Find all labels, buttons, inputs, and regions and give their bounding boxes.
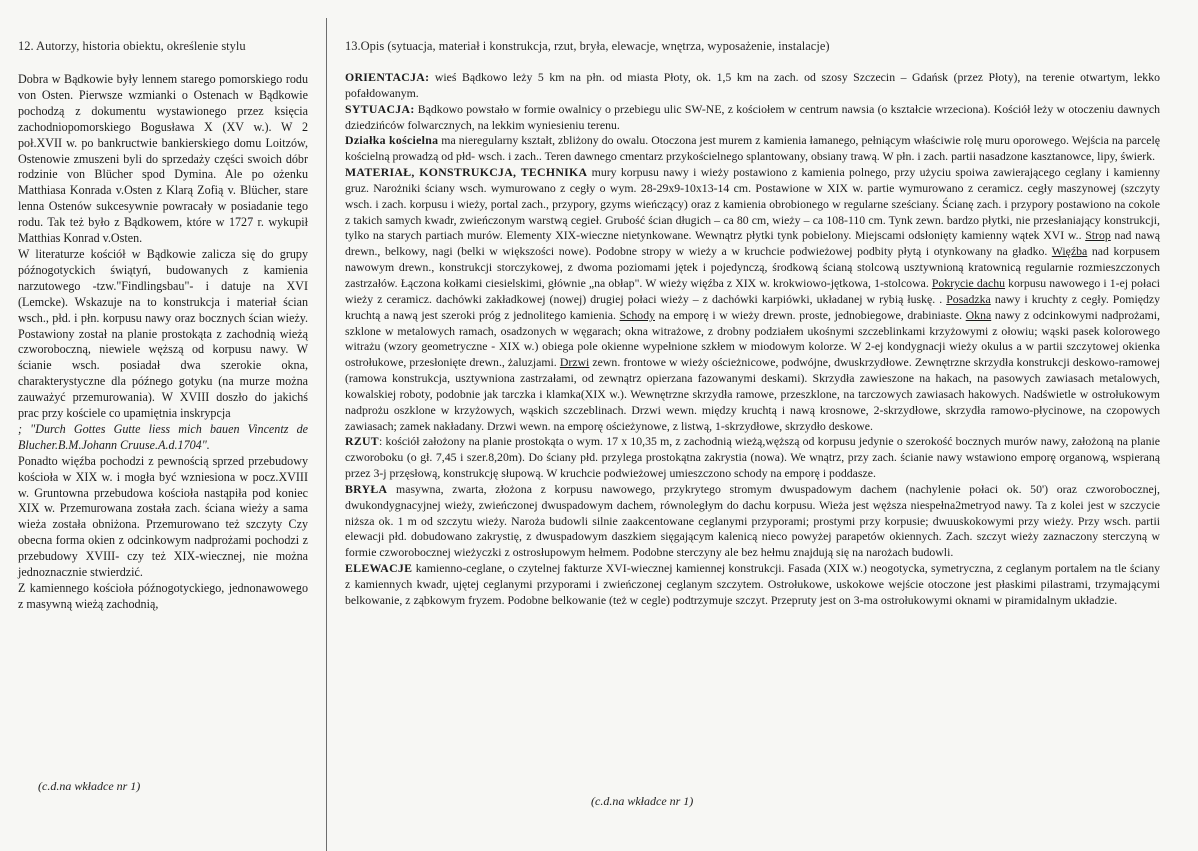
elewacje-paragraph [345,561,1160,609]
description-column [328,18,1198,851]
material-text-h: zewn. frontowe w wieży ościeżnicowe, podwójne, dwuskrzydłowe. Zewnętrzne skrzydła konstrukcji deskowo-ramowej (ramowa konstrukcja, usztywniona zastrzałami, od zewnątrz opierzana fazowanymi deskami). Skrzydła zawieszone na hakach, na pasowych zawiasach metalowych, kowalskiej roboty, podobnie jak tarczka i klamka(XIX w.). Wewnętrzne skrzydła ramowe, przeszklone, na tarczowych zawiasach hakowych. Nadświetle w ostrołukowym nadprożu oszklone w krzyżowych, wąskich szczeblinach. Drzwi wewn. między kruchtą i nawą krosnowe, 2-skrzydłowe, skrzydła ramowo-płycinowe, na czopowych zawiasach; zamek nakładany. Drzwi wewn. na emporę ościeżynowe, z listwą, 1-skrzydłowe, skrzydło deskowe. [345,355,1160,433]
material-text-b: nad nawą drewn., belkowy, nagi (belki w większości nowe). Podobne stropy w wieży a w kruchcie podwieżowej podbity płytą i otynkowany na gładko. [345,228,1161,259]
material-text-c: nad korpusem nawowym drewn., konstrukcji storczykowej, z dwoma poziomami jętek i pojedynczą, środkową ścianą stolcową usztywnioną kratownicą regularnie rozmieszczonych zastrzałów. Łączona kołkami ciesielskimi, głównie „na obłap". W wieży więźba z XIX w. krokwiowo-jętkowa, 1-stolcowa. [345,244,1160,290]
material-text-d: korpusu nawowego i 1-ej połaci wieży z ceramicz. dachówki zakładkowej (nowej) drugiej połaci wieży – z dachówki karpiówki, układanej w rybią łuskę. . [345,275,1160,306]
continuation-note-left: (c.d.na wkładce nr 1) [38,779,141,793]
bryla-label: BRYŁA [345,481,388,496]
elewacje-label: ELEWACJE [345,561,413,576]
rzut-text: : kościół założony na planie prostokąta o wym. 17 x 10,35 m, z zachodnią wieżą,węższą od korpusu jedynie o szerokość bocznych murów nawy, założoną na planie czworoboku (o gł. 7,45 i szer.8,20m). Do ściany płd. przylega prostokątna zakrystia (nowa). We wnątrz, przy zach. ścianie nawy wstawiono emporę organową, wspieraną przez 3-j przęsłową, konstrukcję słupową. W kruchcie podwieżowej umieszczono schody na emporę i poddasze. [345,434,1160,481]
bryla-paragraph [345,482,1160,561]
material-text-f: na emporę i w wieży drewn. proste, jednobiegowe, drabiniaste. [655,307,966,322]
elewacje-text: kamienno-ceglane, o czytelnej fakturze XVI-wiecznej kamiennej konstrukcji. Fasada (XIX w.) neogotycka, symetryczna, z ceglanym portalem na tle ściany z kamiennych kwadr, ujętej ceglanymi przyporami i zwieńczonej ceglanym szczytem. Ostrołukowe, uskokowe wejście otoczone jest płaskimi pilastrami, trzymającymi belkowanie, z ząbkowym fryzem. Podobne belkowanie (też w cegle) podtrzymuje szczyt. Przepruty jest on 3-ma ostrołukowymi oknami w piramidalnym układzie. [345,561,1160,607]
section-12-header: 12. Autorzy, historia obiektu, określenie stylu [18,39,246,53]
material-text-a: mury korpusu nawy i wieży postawiono z kamienia polnego, przy użyciu spoiwa zawierającego ceglany i kamienny gruz. Narożniki ściany wsch. wymurowano z cegły o wym. 28-29x9-10x13-14 cm. Postawione w XIX w. partie wymurowano z ceramicz. cegły maszynowej (szczyty wsch. i zach. korpusu i wieży, portal zach., przypory, gzyms wieńczący) oraz z kamienia obrobionego w regularne sześciany. Ścianę zach. i przypory postawiono na cokole z takich samych kwadr, zwieńczonym warstwą cegieł. Grubość ścian długich – ca 80 cm, wieży – ca 108-110 cm. Tynk zewn. bardzo płytki, nie przesłaniający konstrukcji, tylko na starych partiach murów. Elementy XIX-wieczne nietynkowane. Wewnątrz płytki tynk pobielony. Miejscami odsłonięty kamienny wątek XVI w.. [345,165,1160,243]
history-column [0,18,327,851]
sytuacja-label: SYTUACJA: [345,101,415,116]
dzialka-paragraph [345,133,1160,165]
continuation-note-right: (c.d.na wkładce nr 1) [591,794,694,808]
orientacja-text: wieś Bądkowo leży 5 km na płn. od miasta Płoty, ok. 1,5 km na zach. od szosy Szczecin – Gdańsk (przez Płoty), na terenie otwartym, lekko pofałdowanym. [345,70,1160,100]
history-paragraph-3: Ponadto więźba pochodzi z pewnością sprzed przebudowy kościoła w XIX w. i mogła być wzniesiona w pocz.XVIII w. Gruntowna przebudowa kościoła nastąpiła pod koniec XIX w. Przemurowana została zach. ściana wieży a sama wieża została obniżona. Przemurowano też szczyty Czy obecna forma okien z odcinkowym nadprożami pochodzi z przebudowy XVIII- czy też XIX-wiecznej, nie można jednoznacznie stwierdzić. [18,453,308,580]
description-text [345,70,1160,609]
dzialka-label: Działka kościelna [345,133,439,148]
inscription-text: ; "Durch Gottes Gutte liess mich bauen Vincentz de Blucher.B.M.Johann Cruuse.A.d.1704". [18,421,308,452]
material-text-e: nawy i kruchty z cegły. Pomiędzy kruchtą a nawą jest szeroki próg z jednolitego kamienia. [345,291,1160,322]
section-13-header: 13.Opis (sytuacja, materiał i konstrukcja, rzut, bryła, elewacje, wnętrza, wyposażenie, instalacje) [345,39,830,53]
history-paragraph-4: Z kamiennego kościoła późnogotyckiego, jednonawowego z masywną wieżą zachodnią, [18,581,308,611]
dzialka-text: ma nieregularny kształt, zbliżony do owalu. Otoczona jest murem z kamienia łamanego, pełniącym właściwie rolę muru oporowego. Wejścia na parcelę kościelną prowadzą od płd- wsch. i zach.. Teren dawnego cmentarz przykościelnego splantowany, obsiany trawą. W płn. i zach. partii nasadzone kasztanowce, lipy, świerk. [345,133,1160,164]
material-text-g: nawy z odcinkowymi nadprożami, szklone w metalowych ramach, osadzonych w węgarach; okna witrażowe, z drobny podziałem ukośnymi szczeblinkami krzyżowymi z ołowiu; wąski pasek kolorowego witrażu (wzory geometryczne - XIX w.) obiega pole okienne wypełnione szkłem w miodowym kolorze. W 2-ej kondygnacji wieży okulus a w partii szczytowej okienka ostrołukowe, przesłonięte drewn., żaluzjami. [345,307,1160,370]
rzut-paragraph [345,434,1160,482]
pokrycie-label: Pokrycie dachu [931,275,1006,290]
bryla-text: masywna, zwarta, złożona z korpusu nawowego, przykrytego stromym dwuspadowym dachem (nachylenie połaci ok. 50') oraz czworobocznej, dwukondygnacyjnej wieży, zwieńczonej dwuspadowym dachem, równoległym do dachu korpusu. Wieża jest węższa niespełna2metryod nawy. Ta z kolei jest w szczycie niższa ok. 1 m od szczytu wieży. Naroża budowli silnie zaakcentowane ceglanymi przyporami; prostymi przy korpusie; dwuuskokowymi przy wieży. Przy wsch. partii elewacji płd. dobudowano zakrystię, z dwuspadowym daszkiem sięgającym kalenicą nieco powyżej parapetów okiennych. Zach. szczyt wieży zaznaczony sterczyną w formie czworobocznej wieżyczki z ostrosłupowym hełmem. Podobne sterczyny ale bez hełmu znajdują się na narożach budowli. [345,481,1160,560]
history-paragraph-1: Dobra w Bądkowie były lennem starego pomorskiego rodu von Osten. Pierwsze wzmianki o Ostenach w Bądkowie pochodzą z dokumentu wystawionego przez księcia zachodniopomorskiego Bogusława X (XV w.). W 2 poł.XVII w. po bankructwie bankierskiego domu Loitzów, Ostenowie zmuszeni byli do sprzedaży części swoich dóbr rodzinie von Blücher spod Dymina. Ale po ożenku Matthiasa Konrada v.Osten z Klarą Zofią v. Blücher, stare lenna Ostenów sukcesywnie powracały w posiadanie tego rodu. Tak też było z Bądkowem, które w 1727 r. wykupił Matthias Konrad v.Osten. [18,72,308,246]
posadzka-label: Posadzka [946,291,991,306]
rzut-label: RZUT [345,434,379,449]
drzwi-label: Drzwi [559,355,590,370]
sytuacja-text: Bądkowo powstało w formie owalnicy o przebiegu ulic SW-NE, z kościołem w centrum nawsia (o kształcie wrzeciona). Kościół leży w otoczeniu dawnych dziedzińców folwarcznych, na lekkim wyniesieniu terenu. [345,101,1160,132]
okna-label: Okna [965,307,992,322]
history-text [18,72,308,613]
orientacja-label: ORIENTACJA: [345,70,430,84]
strop-label: Strop [1085,228,1111,243]
sytuacja-paragraph [345,102,1160,134]
material-label: MATERIAŁ, KONSTRUKCJA, TECHNIKA [345,165,588,180]
material-paragraph [345,165,1160,434]
schody-label: Schody [619,307,655,322]
orientacja-paragraph [345,70,1160,102]
wiezba-label: Więźba [1051,244,1088,259]
history-paragraph-2: W literaturze kościół w Bądkowie zalicza się do grupy późnogotyckich świątyń, budowanych z kamienia narzutowego -tzw."Findlingsbau"- i datuje na XVI (Lemcke). Wskazuje na to konstrukcja i materiał ścian wsch., płd. i płn. korpusu nawy oraz bocznych ścian wieży. Postawiony został na planie prostokąta z zachodnią wieżą czworoboczną, niewiele węższą od korpusu nawy. W ścianie wsch. posiadał dwa szerokie okna, charakterystyczne dla późnego gotyku (na murze można zauważyć przemurowania). W XVIII doszło do jakichś prac przy kościele co upamiętnia inskrypcja [18,246,308,421]
